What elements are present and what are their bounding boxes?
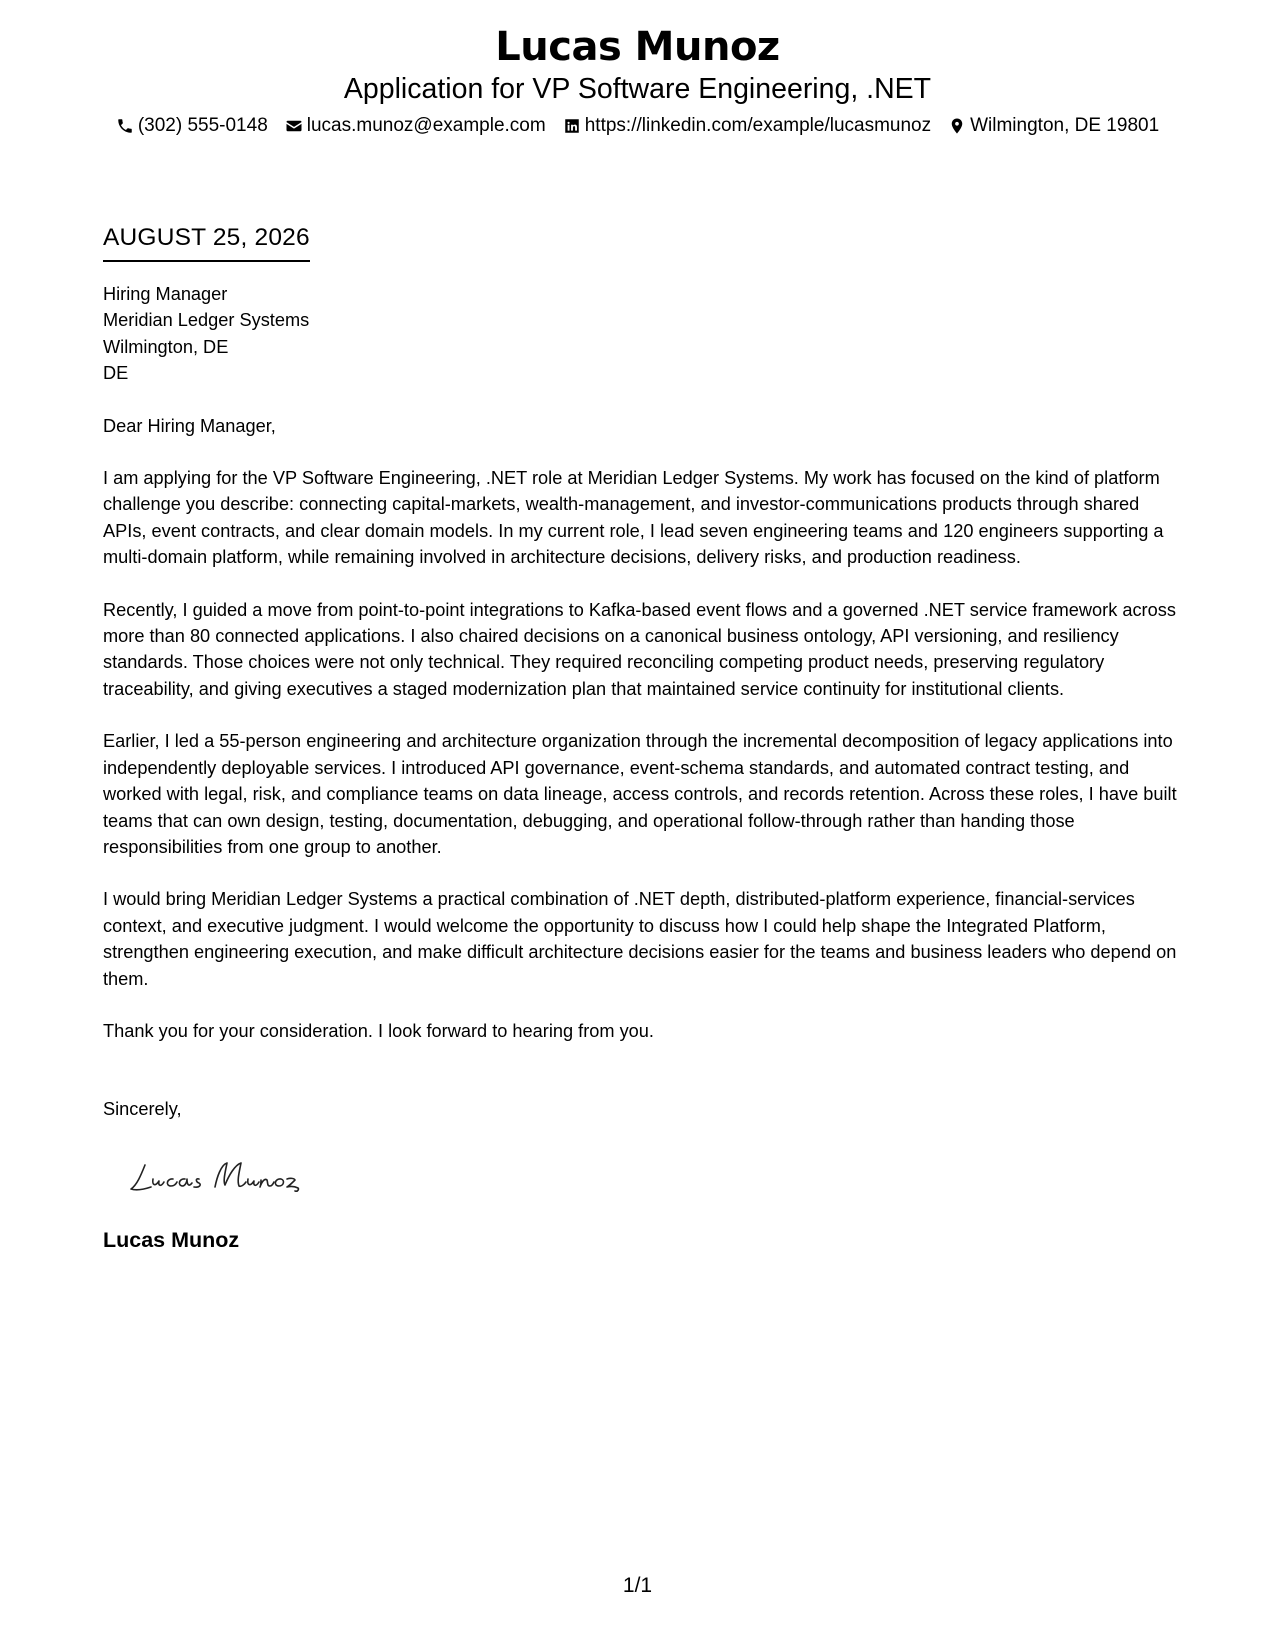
recipient-block — [103, 281, 1178, 387]
letter-body — [103, 222, 1178, 1254]
envelope-icon — [285, 117, 303, 135]
recipient-line: DE — [103, 363, 129, 384]
contact-email — [285, 113, 546, 139]
closing: Sincerely, — [103, 1099, 182, 1120]
body-paragraph: Thank you for your consideration. I look forward to hearing from you. — [103, 1020, 654, 1041]
linkedin-url: https://linkedin.com/example/lucasmunoz — [584, 115, 932, 136]
body-paragraph: I would bring Meridian Ledger Systems a practical combination of .NET depth, distributed-platform experience, financial-services context, and executive judgment. I would welcome the opportunity to discuss how I could help shape the Integrated Platform, strengthen engineering execution, and make difficult architecture decisions easier for the teams and business leaders who depend on them. — [103, 889, 1177, 989]
application-title: Application for VP Software Engineering, .NET — [343, 73, 932, 105]
contact-location — [948, 113, 1159, 139]
location-text: Wilmington, DE 19801 — [970, 115, 1160, 136]
letter-header — [0, 22, 1275, 139]
handwritten-signature — [127, 1145, 347, 1203]
email-address: lucas.munoz@example.com — [306, 115, 546, 136]
contact-phone — [116, 113, 268, 139]
applicant-name: Lucas Munoz — [495, 24, 780, 70]
page-number: 1/1 — [622, 1574, 653, 1597]
letter-date: AUGUST 25, 2026 — [103, 222, 310, 262]
phone-icon — [116, 117, 134, 135]
recipient-line: Wilmington, DE — [103, 336, 229, 357]
map-pin-icon — [948, 117, 966, 135]
body-paragraph: Earlier, I led a 55-person engineering and architecture organization through the incremental decomposition of legacy applications into independently deployable services. I introduced API governance, event-schema standards, and automated contract testing, and worked with legal, risk, and compliance teams on data lineage, access controls, and records retention. Across these roles, I have built teams that can own design, testing, documentation, debugging, and operational follow-through rather than handing those responsibilities from one group to another. — [103, 731, 1177, 857]
contact-linkedin — [563, 113, 931, 139]
recipient-line: Hiring Manager — [103, 284, 228, 304]
signer-name: Lucas Munoz — [103, 1228, 240, 1253]
body-paragraph: Recently, I guided a move from point-to-point integrations to Kafka-based event flows and a governed .NET service framework across more than 80 connected applications. I also chaired decisions on a canonical business ontology, API versioning, and resiliency standards. Those choices were not only technical. They required reconciling competing product needs, preserving regulatory traceability, and giving executives a staged modernization plan that maintained service continuity for institutional clients. — [103, 599, 1176, 699]
body-paragraph: I am applying for the VP Software Engineering, .NET role at Meridian Ledger Systems. My work has focused on the kind of platform challenge you describe: connecting capital-markets, wealth-management, and investor-communications products through shared APIs, event contracts, and clear domain models. In my current role, I lead seven engineering teams and 120 engineers supporting a multi-domain platform, while remaining involved in architecture decisions, delivery risks, and production readiness. — [103, 468, 1164, 568]
signature-lettering: Lucas Munoz — [127, 1144, 133, 1146]
contact-info — [0, 113, 1275, 139]
phone-number: (302) 555-0148 — [137, 115, 268, 136]
linkedin-icon — [563, 117, 581, 135]
salutation: Dear Hiring Manager, — [103, 415, 276, 436]
recipient-line: Meridian Ledger Systems — [103, 310, 310, 331]
